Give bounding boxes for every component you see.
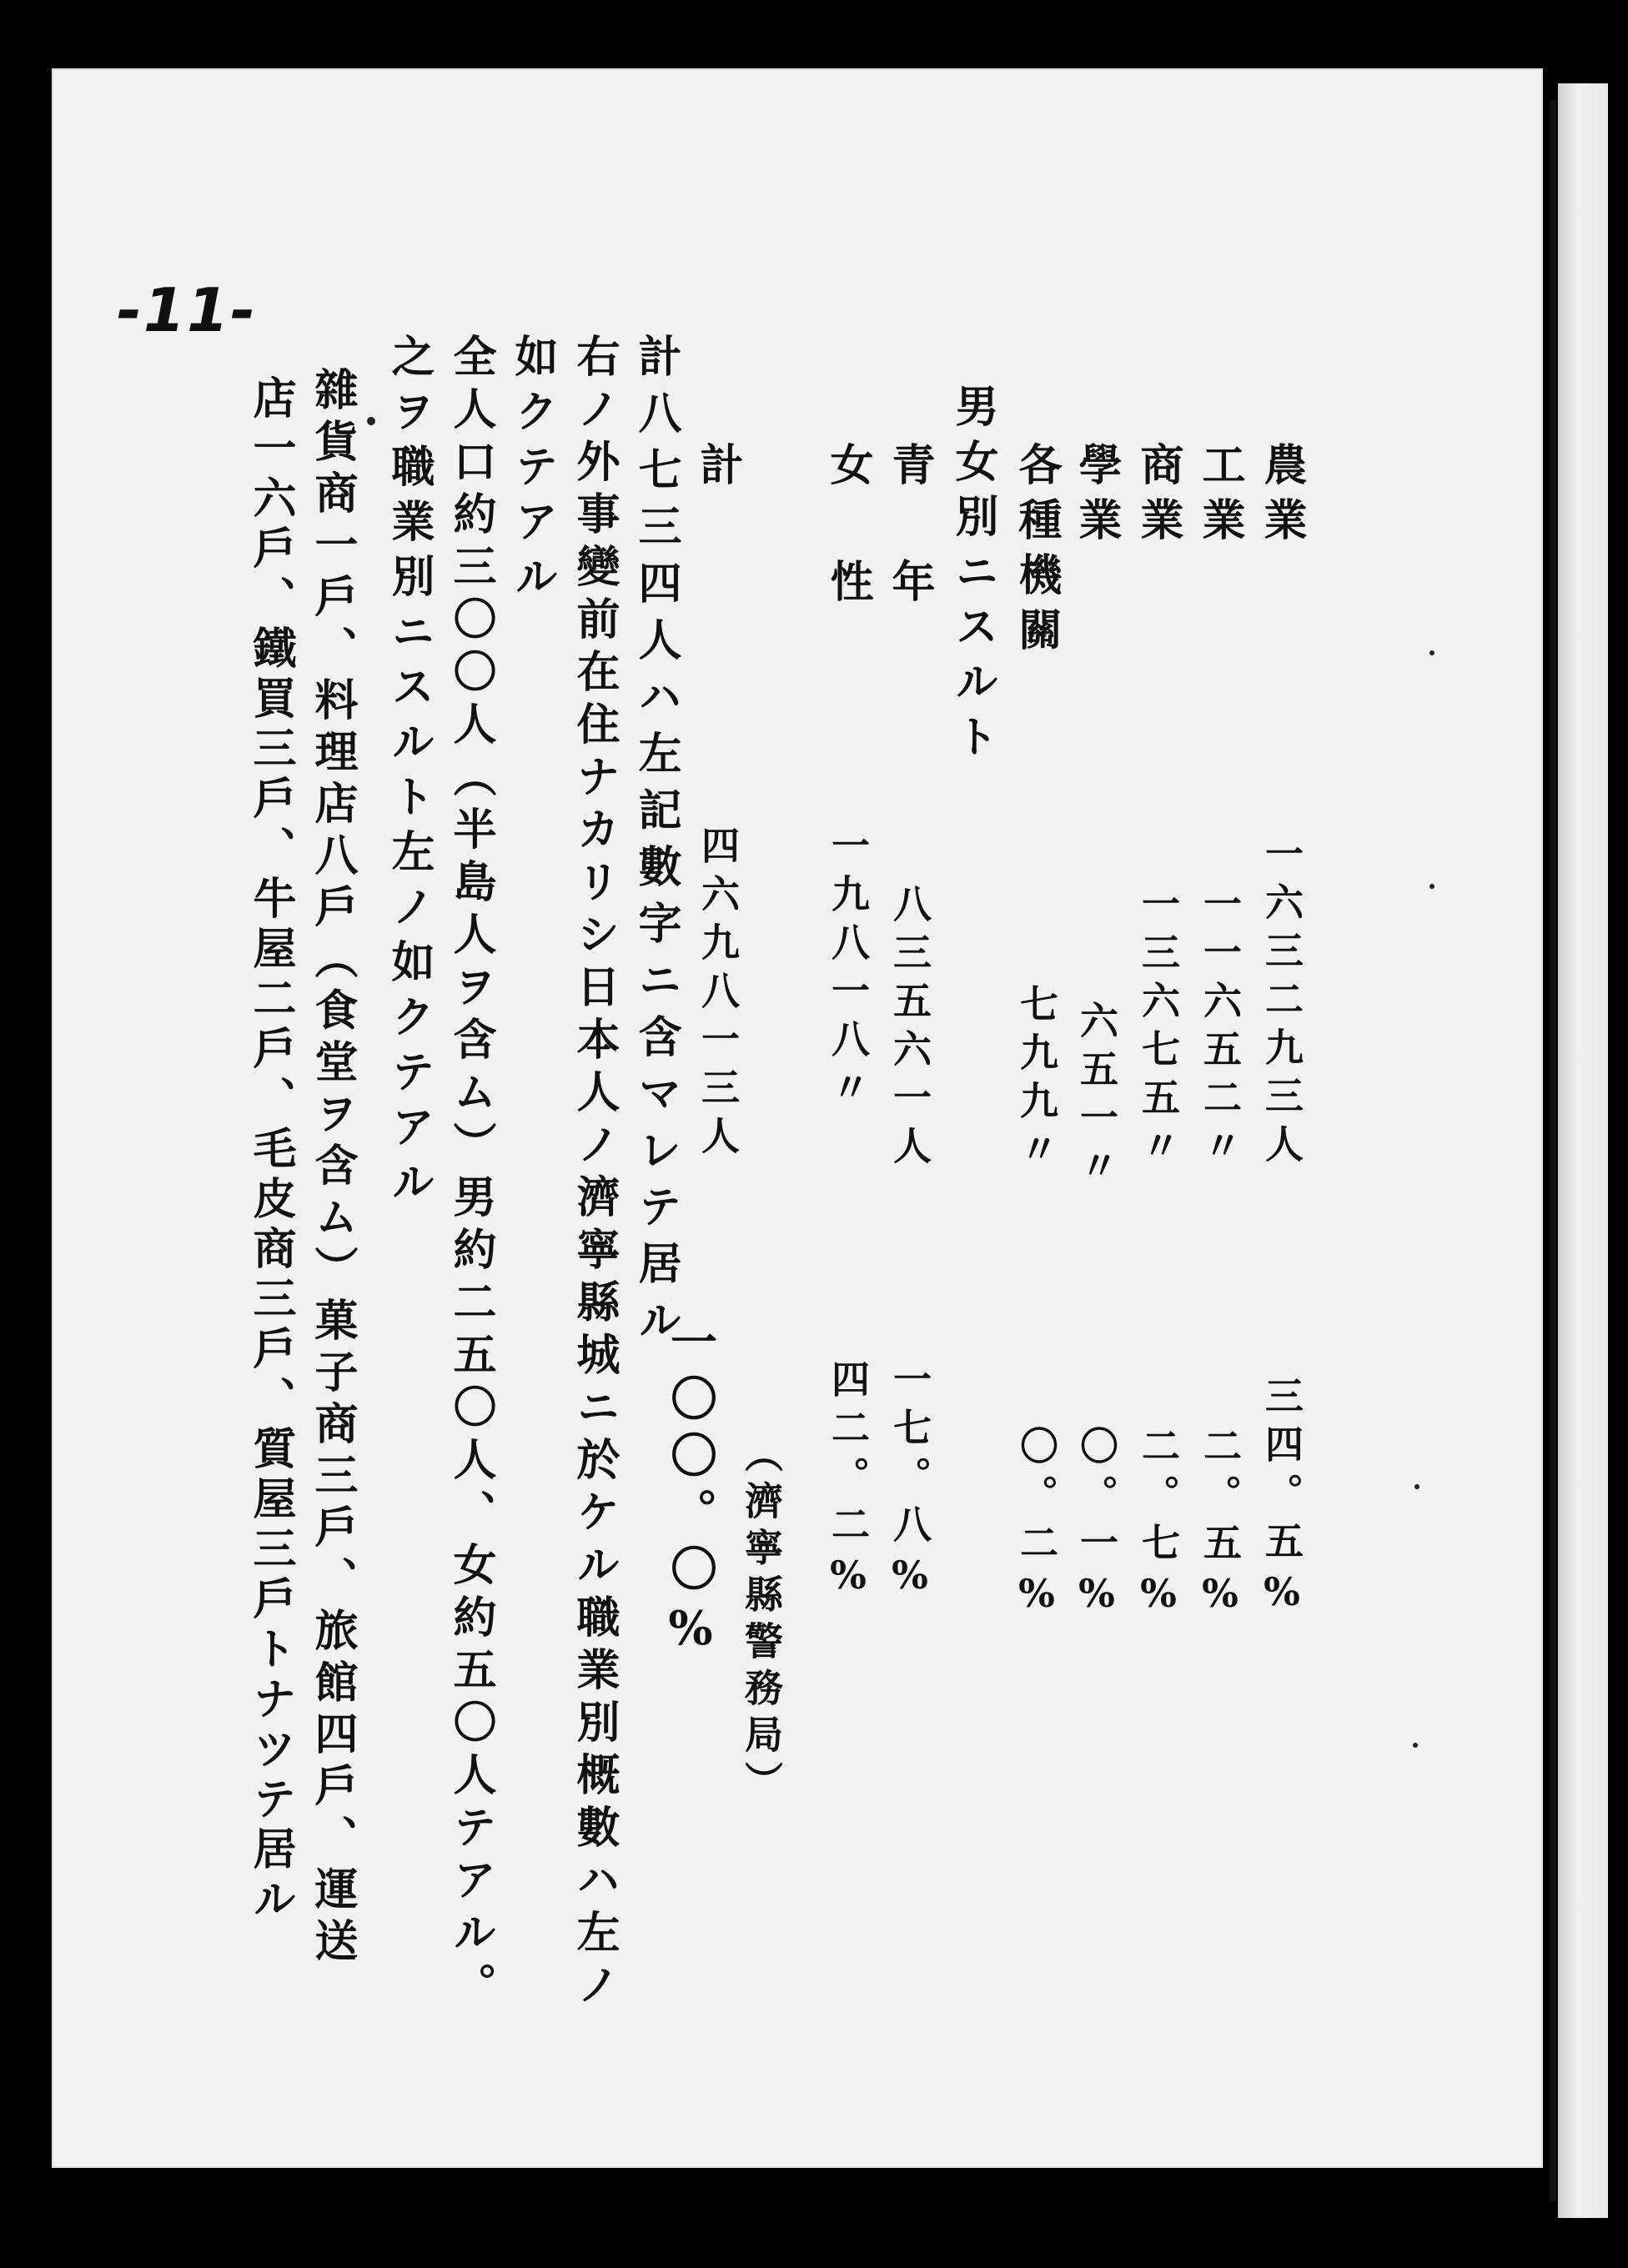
row-label-agriculture: 農業 bbox=[1256, 442, 1307, 552]
row-count-youth: 八三五六一人 bbox=[887, 884, 932, 1174]
row-count-institutions: 七九九〃 bbox=[1014, 984, 1059, 1177]
paragraph-line-4: 全人口約三〇〇人（半島人ヲ含ム）男約二五〇人、女約五〇人テアル。 bbox=[445, 334, 496, 2015]
row-label-commerce: 商業 bbox=[1133, 442, 1183, 552]
source-note: （濟寧縣警務局） bbox=[739, 1434, 784, 1808]
row-percent-agriculture: 三四。五% bbox=[1259, 1376, 1304, 1624]
row-percent-female: 四二。二% bbox=[826, 1359, 871, 1608]
row-percent-students: 〇。一% bbox=[1074, 1426, 1119, 1626]
row-label-institutions: 各種機關 bbox=[1011, 442, 1062, 662]
row-label-female: 女性 bbox=[822, 442, 873, 675]
paragraph-line-5: 之ヲ職業別ニスルト左ノ如クテアル bbox=[384, 334, 435, 1214]
paragraph-line-3: 如クテアル bbox=[507, 334, 558, 609]
row-percent-commerce: 二。七% bbox=[1136, 1426, 1181, 1626]
row-percent-industry: 二。五% bbox=[1198, 1426, 1243, 1626]
scan-speck bbox=[1430, 650, 1435, 655]
paragraph-line-1: 計八七三四人ハ左記數字ニ含マレテ居ル bbox=[631, 334, 681, 1354]
row-label-youth: 青年 bbox=[884, 442, 935, 675]
adjacent-page bbox=[1558, 83, 1608, 2218]
row-percent-total: 一〇〇。〇% bbox=[663, 1317, 718, 1666]
row-count-commerce: 一三六七五〃 bbox=[1136, 884, 1181, 1174]
row-count-agriculture: 一六三二九三人 bbox=[1259, 834, 1304, 1172]
scan-speck bbox=[367, 417, 375, 425]
paragraph-line-6: 雜貨商一戶、料理店八戶（食堂ヲ含ム）菓子商三戶、旅館四戶、運送 bbox=[307, 367, 358, 1969]
row-percent-institutions: 〇。二% bbox=[1014, 1426, 1059, 1626]
row-count-total: 四六九八一三人 bbox=[696, 825, 741, 1164]
paragraph-line-2: 右ノ外事變前在住ナカリシ日本人ノ濟寧縣城ニ於ケル職業別概數ハ左ノ bbox=[569, 334, 620, 2015]
row-label-total: 計 bbox=[692, 442, 743, 497]
row-label-industry: 工業 bbox=[1194, 442, 1245, 552]
row-count-students: 六五一〃 bbox=[1074, 1001, 1119, 1194]
row-label-students: 學業 bbox=[1071, 442, 1122, 552]
scan-speck bbox=[1413, 1743, 1418, 1748]
row-count-female: 一九八一八〃 bbox=[826, 825, 871, 1116]
scan-speck bbox=[1414, 1484, 1419, 1489]
page-number: -11- bbox=[117, 275, 257, 345]
paragraph-line-7: 店一六戶、鐵買三戶、牛屋二戶、毛皮商三戶、質屋三戶トナツテ居ル bbox=[245, 375, 296, 1926]
row-count-industry: 一一六五二〃 bbox=[1198, 884, 1243, 1174]
scan-speck bbox=[1430, 884, 1435, 889]
row-percent-youth: 一七。八% bbox=[887, 1359, 932, 1608]
gender-heading: 男女別ニスルト bbox=[947, 384, 998, 769]
page-edge-shadow bbox=[1550, 100, 1556, 2201]
